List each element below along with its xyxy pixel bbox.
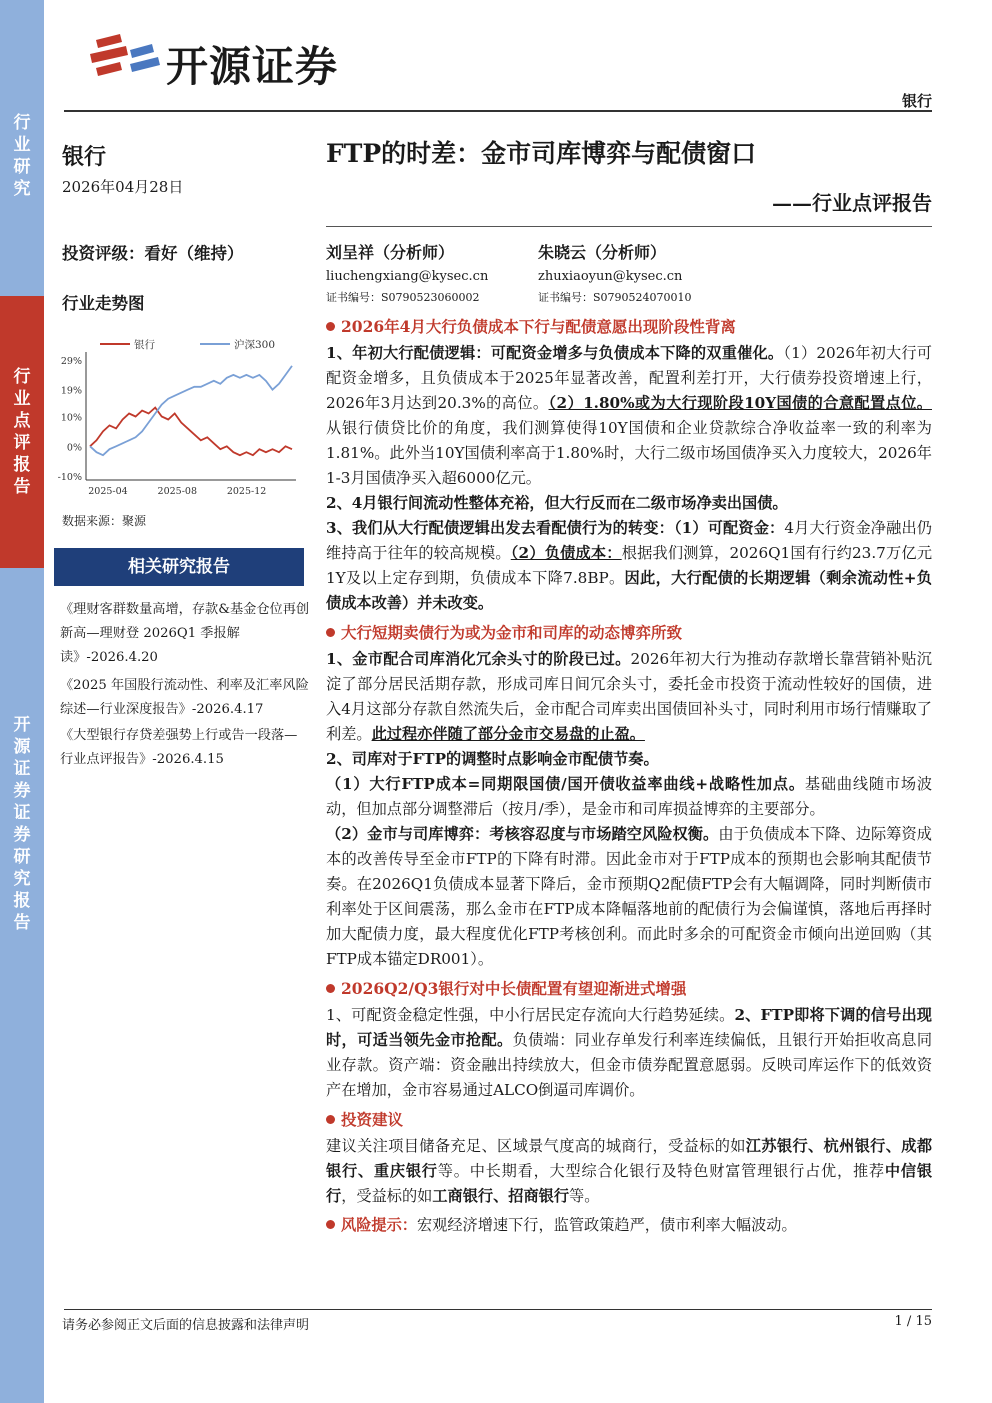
bullet-icon <box>326 1115 335 1124</box>
sidebar-label-brand: 开源证券 证券研究报告 <box>13 715 31 933</box>
section-3-title: 2026Q2/Q3银行对中长债配置有望迎渐进式增强 <box>326 976 932 1001</box>
sidebar-label-report-type: 行业点评报告 <box>13 367 31 497</box>
trend-chart-title: 行业走势图 <box>62 294 145 313</box>
sidebar-label-research: 行业研究 <box>13 113 31 199</box>
section-4-title: 投资建议 <box>326 1107 932 1132</box>
section-2-title: 大行短期卖债行为或为金市和司库的动态博弈所致 <box>326 620 932 645</box>
footer-divider <box>64 1309 932 1310</box>
related-reports-header: 相关研究报告 <box>54 548 304 586</box>
report-subtitle: ——行业点评报告 <box>772 191 932 215</box>
section-1-title: 2026年4月大行负债成本下行与配债意愿出现阶段性背离 <box>326 314 932 339</box>
analyst-1 <box>326 240 488 305</box>
chart-y-tick-label: 0% <box>66 442 82 454</box>
section-1-para-2: 2、4月银行间流动性整体充裕，但大行反而在二级市场净卖出国债。 <box>326 494 788 512</box>
chart-series-line <box>90 408 292 456</box>
bullet-icon <box>326 1220 335 1229</box>
chart-series-line <box>90 366 292 455</box>
left-industry: 银行 <box>62 144 107 170</box>
title-divider <box>326 226 932 227</box>
investment-rating: 投资评级：看好（维持） <box>62 244 244 263</box>
chart-y-tick-label: 10% <box>60 412 82 424</box>
section-2-para-3: （1）大行FTP成本=同期限国债/国开债收益率曲线+战略性加点。基础曲线随市场波动，但加点部分调整滞后（按月/季），是金市和司库损益博弈的主要部分。 <box>326 775 933 818</box>
bullet-icon <box>326 322 335 331</box>
industry-tag: 银行 <box>901 92 932 110</box>
analyst-2 <box>538 240 692 305</box>
analyst-2-cert: 证书编号：S0790524070010 <box>538 291 692 304</box>
sidebar-segment-report-type <box>0 296 44 568</box>
risk-warning: 风险提示：宏观经济增速下行，监管政策趋严，债市利率大幅波动。 <box>326 1213 932 1238</box>
section-1-para-1: 1、年初大行配债逻辑：可配资金增多与负债成本下降的双重催化。（1）2026年初大行可配资金增多，且负债成本于2025年显著改善，配置利差打开，大行债券投资增速上行，2026年3月达到20.3%的高位。（2）1.80%或为大行现阶段10Y国债的合意配置点位。从银行债贷比价的角度，我们测算使得10Y国债和企业贷款综合净收益率一致的利率为1.81%。此外当10Y国债利率高于1.80%时，大行二级市场国债净买入力度较大，2026年1-3月国债净买入超6000亿元。 <box>326 344 932 487</box>
brand-name: 开源证券 <box>166 42 339 91</box>
page-number: 1 / 15 <box>894 1314 932 1329</box>
chart-x-tick-label: 2025-04 <box>88 486 128 497</box>
header-divider <box>64 110 932 112</box>
report-date: 2026年04月28日 <box>62 178 184 196</box>
section-4-para-1: 建议关注项目储备充足、区域景气度高的城商行，受益标的如江苏银行、杭州银行、成都银行、重庆银行等。中长期看，大型综合化银行及特色财富管理银行占优，推荐中信银行，受益标的如工商银行、招商银行等。 <box>326 1137 933 1205</box>
left-sidebar <box>0 0 44 1403</box>
chart-y-tick-label: -10% <box>57 472 82 483</box>
section-2-para-1: 1、金市配合司库消化冗余头寸的阶段已过。2026年初大行为推动存款增长靠营销补贴沉淀了部分居民活期存款，形成司库日间冗余头寸，委托金市投资于流动性较好的国债，进入4月这部分存款自然流失后，金市配合司库卖出国债回补头寸，同时利用市场行情赚取了利差。此过程亦伴随了部分金市交易盘的止盈。 <box>326 650 932 743</box>
chart-x-tick-label: 2025-08 <box>157 486 198 497</box>
analyst-2-name: 朱晓云（分析师） <box>538 243 667 262</box>
related-report-2[interactable]: 《2025 年国股行流动性、利率及汇率风险综述—行业深度报告》-2026.4.17 <box>60 678 309 717</box>
related-report-3[interactable]: 《大型银行存贷差强势上行或告一段落—行业点评报告》-2026.4.15 <box>60 728 298 767</box>
sidebar-segment-research <box>0 0 44 296</box>
chart-y-tick-label: 19% <box>60 385 82 397</box>
section-1-para-3: 3、我们从大行配债逻辑出发去看配债行为的转变：（1）可配资金：4月大行资金净融出仍维持高于往年的较高规模。（2）负债成本：根据我们测算，2026Q1国有行约23.7万亿元1Y及以上定存到期，负债成本下降7.8BP。因此，大行配债的长期逻辑（剩余流动性+负债成本改善）并未改变。 <box>326 519 933 612</box>
kaiyuan-logo-icon <box>86 30 164 90</box>
chart-y-tick-label: 29% <box>60 356 82 367</box>
bullet-icon <box>326 628 335 637</box>
chart-x-tick-label: 2025-12 <box>226 486 267 497</box>
main-content <box>326 314 932 1238</box>
analyst-1-name: 刘呈祥（分析师） <box>326 243 455 262</box>
sidebar-segment-brand <box>0 568 44 1403</box>
chart-legend-label: 沪深300 <box>234 339 276 351</box>
section-2-para-4: （2）金市与司库博弈：考核容忍度与市场踏空风险权衡。由于负债成本下降、边际筹资成本的改善传导至金市FTP的下降有时滞。因此金市对于FTP成本的预期也会影响其配债节奏。在2026Q1负债成本显著下降后，金市预期Q2配债FTP会有大幅调降，同时判断债市利率处于区间震荡，那么金市在FTP成本降幅落地前的配债行为会偏谨慎，落地后再择时加大配债力度，最大程度优化FTP考核创利。而此时多余的可配资金市倾向出逆回购（其FTP成本锚定DR001）。 <box>326 825 932 968</box>
footer-disclaimer: 请务必参阅正文后面的信息披露和法律声明 <box>62 1318 310 1333</box>
section-2-para-2: 2、司库对于FTP的调整时点影响金市配债节奏。 <box>326 750 659 768</box>
section-3-para-1: 1、可配资金稳定性强，中小行居民定存流向大行趋势延续。2、FTP即将下调的信号出现时，可适当领先金市抢配。负债端：同业存单发行利率连续偏低，且银行开始拒收高息同业存款。资产端：资金融出持续放大，但金市债券配置意愿弱。反映司库运作下的低效资产在增加，金市容易通过ALCO倒逼司库调价。 <box>326 1006 933 1099</box>
bullet-icon <box>326 984 335 993</box>
analyst-2-email[interactable]: zhuxiaoyun@kysec.cn <box>538 269 683 284</box>
report-title: FTP的时差：金市司库博弈与配债窗口 <box>326 139 757 168</box>
analyst-1-email[interactable]: liuchengxiang@kysec.cn <box>326 269 489 284</box>
analyst-1-cert: 证书编号：S0790523060002 <box>326 291 480 304</box>
chart-source: 数据来源：聚源 <box>62 514 147 528</box>
industry-trend-chart <box>50 330 310 525</box>
related-report-1[interactable]: 《理财客群数量高增，存款&基金仓位再创新高—理财登 2026Q1 季报解读》-2026.4.20 <box>60 602 310 665</box>
chart-legend-label: 银行 <box>134 339 155 351</box>
